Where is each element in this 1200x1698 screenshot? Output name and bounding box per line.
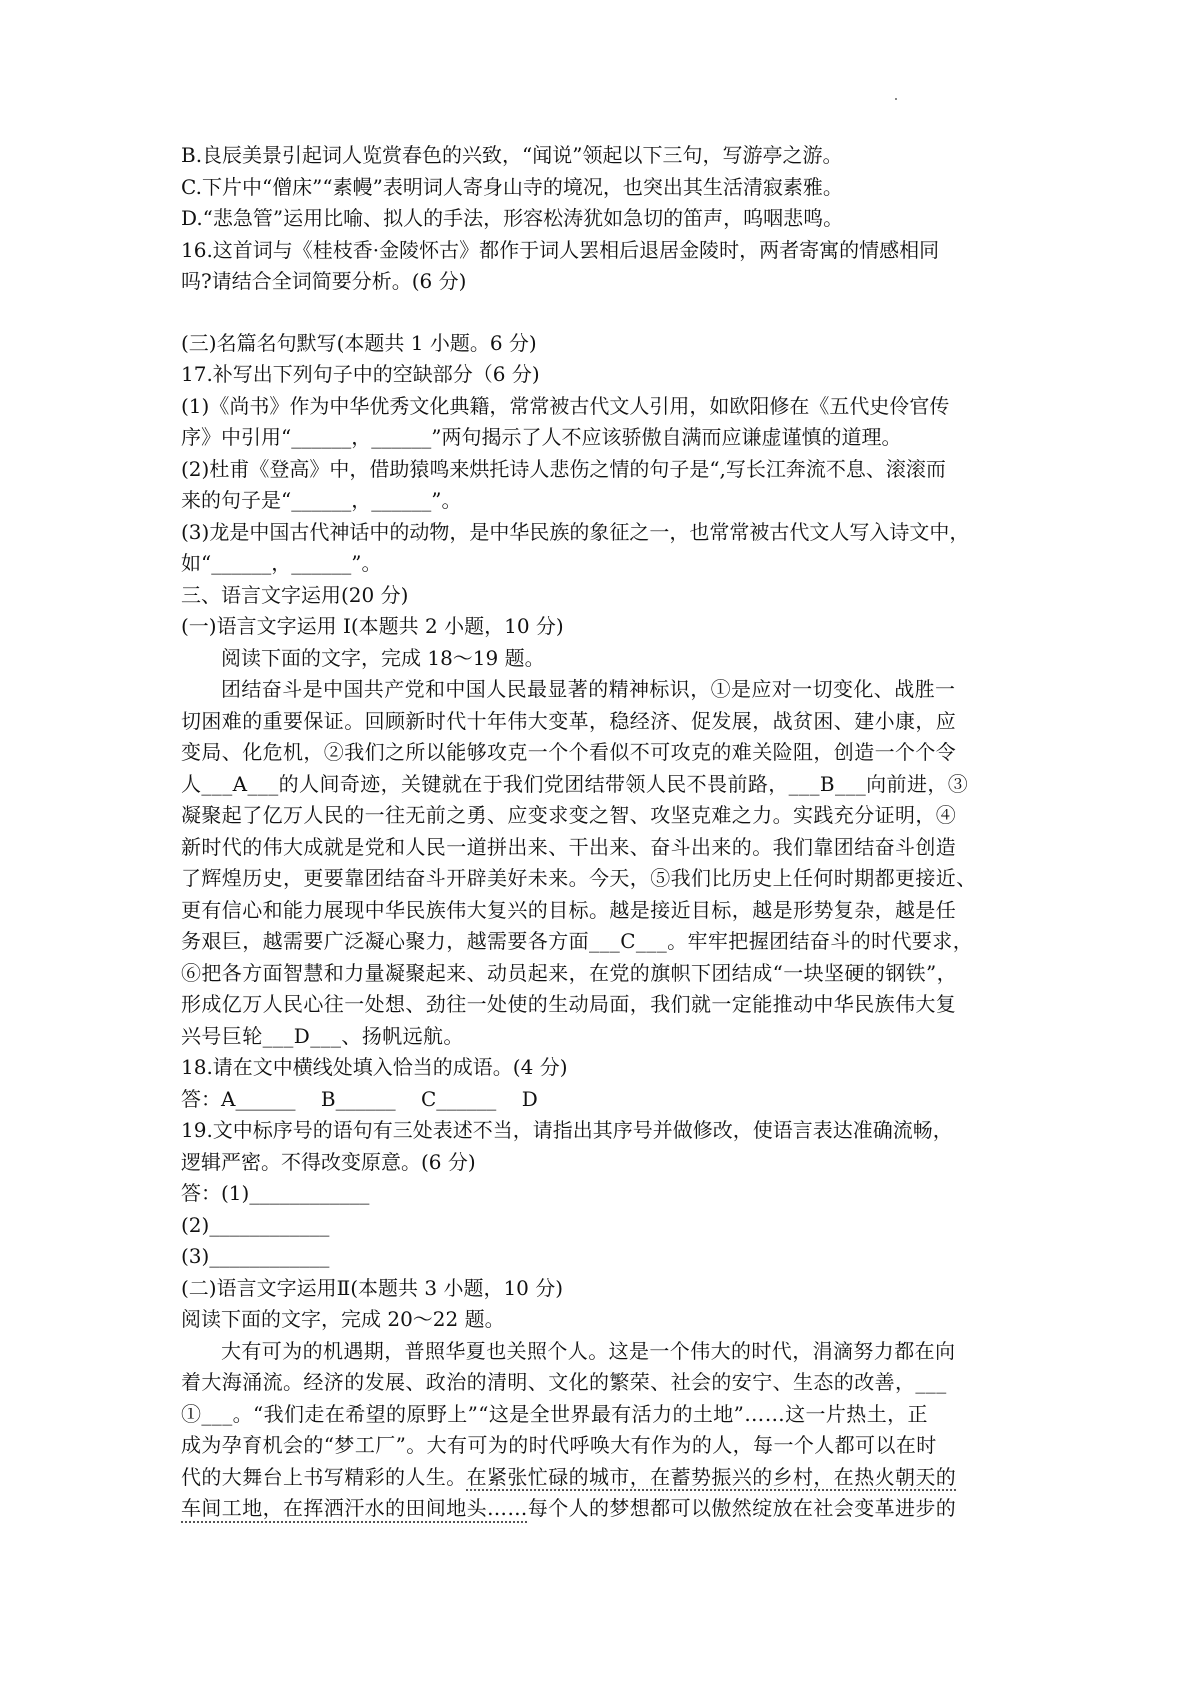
passage-1-line-9: 务艰巨，越需要广泛凝心聚力，越需要各方面___C___。牢牢把握团结奋斗的时代要求， <box>181 929 974 953</box>
question-19-line-2: 逻辑严密。不得改变原意。(6 分) <box>181 1149 476 1174</box>
passage-1-line-1: 团结奋斗是中国共产党和中国人民最显著的精神标识，①是应对一切变化、战胜一 <box>221 677 956 701</box>
passage-2-line-6 <box>181 1493 1031 1525</box>
answer-space <box>181 298 1031 328</box>
passage-1-line-5: 凝聚起了亿万人民的一往无前之勇、应变求变之智、攻坚克难之力。实践充分证明，④ <box>181 803 957 827</box>
question-19-answer-3: (3)____________ <box>181 1244 330 1268</box>
option-c: C.下片中“僧床”“素幔”表明词人寄身山寺的境况，也突出其生活清寂素雅。 <box>181 174 843 199</box>
question-19-answer-2: (2)____________ <box>181 1212 330 1237</box>
passage-1-line-6: 新时代的伟大成就是党和人民一道拼出来、干出来、奋斗出来的。我们靠团结奋斗创造 <box>181 834 957 859</box>
passage-1-line-11: 形成亿万人民心往一处想、劲往一处使的生动局面，我们就一定能推动中华民族伟大复 <box>181 992 957 1016</box>
option-d: D.“悲急管”运用比喻、拟人的手法，形容松涛犹如急切的笛声，呜咽悲鸣。 <box>181 206 844 230</box>
subsection-2-instruction: 阅读下面的文字，完成 20～22 题。 <box>181 1307 505 1331</box>
passage-2-line-5 <box>181 1462 1031 1494</box>
passage-1-line-4: 人___A___的人间奇迹，关键就在于我们党团结带领人民不畏前路，___B___向前进，③ <box>181 771 969 796</box>
subsection-1-instruction: 阅读下面的文字，完成 18～19 题。 <box>221 645 545 670</box>
subsection-2-header: (二)语言文字运用Ⅱ(本题共 3 小题，10 分) <box>181 1275 564 1300</box>
question-19-line-1: 19.文中标序号的语句有三处表述不当，请指出其序号并做修改，使语言表达准确流畅， <box>181 1118 953 1142</box>
question-18-title: 18.请在文中横线处填入恰当的成语。(4 分) <box>181 1055 568 1079</box>
passage-1-line-12: 兴号巨轮___D___、扬帆远航。 <box>181 1023 464 1048</box>
question-18-answer: 答：A______ B______ C______ D <box>181 1086 538 1111</box>
part-3-title: 三、语言文字运用(20 分) <box>181 582 409 607</box>
question-17-line-3: (2)杜甫《登高》中，借助猿鸣来烘托诗人悲伤之情的句子是“,写长江奔流不息、滚滚而 <box>181 456 946 481</box>
question-16-line-2: 吗?请结合全词简要分析。(6 分) <box>181 269 467 293</box>
passage-1-line-3: 变局、化危机，②我们之所以能够攻克一个个看似不可攻克的难关险阻，创造一个个令 <box>181 740 957 764</box>
passage-2-line-1: 大有可为的机遇期，普照华夏也关照个人。这是一个伟大的时代，涓滴努力都在向 <box>221 1338 956 1363</box>
passage-2-dotted-1: 在紧张忙碌的城市，在蓄势振兴的乡村，在热火朝天的 <box>466 1464 957 1489</box>
question-19-answer-1: 答：(1)____________ <box>181 1181 370 1205</box>
question-17-line-5: (3)龙是中国古代神话中的动物，是中华民族的象征之一，也常常被古代文人写入诗文中， <box>181 519 970 544</box>
subsection-1-header: (一)语言文字运用 I(本题共 2 小题，10 分) <box>181 614 564 638</box>
passage-2-line-4: 成为孕育机会的“梦工厂”。大有可为的时代呼唤大有作为的人，每一个人都可以在时 <box>181 1433 937 1457</box>
question-16-line-1: 16.这首词与《桂枝香·金陵怀古》都作于词人罢相后退居金陵时，两者寄寓的情感相同 <box>181 237 940 262</box>
exam-page <box>181 140 1031 1525</box>
passage-1-line-10: ⑥把各方面智慧和力量凝聚起来、动员起来，在党的旗帜下团结成“一块坚硬的钢铁”， <box>181 960 958 985</box>
passage-2-dotted-2: 车间工地，在挥洒汗水的田间地头…… <box>181 1496 528 1520</box>
question-17-line-4: 来的句子是“______，______”。 <box>181 488 462 512</box>
passage-2-line-2: 着大海涌流。经济的发展、政治的清明、文化的繁荣、社会的安宁、生态的改善，___ <box>181 1370 947 1394</box>
passage-2-line-3: ①___。“我们走在希望的原野上”“这是全世界最有活力的土地”……这一片热土，正 <box>181 1401 928 1426</box>
passage-1-line-8: 更有信心和能力展现中华民族伟大复兴的目标。越是接近目标，越是形势复杂，越是任 <box>181 897 957 922</box>
scan-dot <box>895 98 897 100</box>
passage-2-tail: 每个人的梦想都可以傲然绽放在社会变革进步的 <box>527 1496 957 1520</box>
question-17-line-2: 序》中引用“______，______”两句揭示了人不应该骄傲自满而应谦虚谨慎的道理。 <box>181 425 902 449</box>
question-17-line-1: (1)《尚书》作为中华优秀文化典籍，常常被古代文人引用，如欧阳修在《五代史伶官传 <box>181 393 950 418</box>
question-17-line-6: 如“______，______”。 <box>181 551 382 575</box>
passage-1-line-7: 了辉煌历史，更要靠团结奋斗开辟美好未来。今天，⑤我们比历史上任何时期都更接近、 <box>181 866 977 890</box>
passage-1-line-2: 切困难的重要保证。回顾新时代十年伟大变革，稳经济、促发展，战贫困、建小康，应 <box>181 708 957 733</box>
question-17-title: 17.补写出下列句子中的空缺部分（6 分) <box>181 362 540 386</box>
section-3-header: (三)名篇名句默写(本题共 1 小题。6 分) <box>181 330 537 355</box>
option-b: B.良辰美景引起词人览赏春色的兴致，“闻说”领起以下三句，写游亭之游。 <box>181 143 843 167</box>
passage-2-line-5-text: 代的大舞台上书写精彩的人生。 <box>181 1464 467 1489</box>
